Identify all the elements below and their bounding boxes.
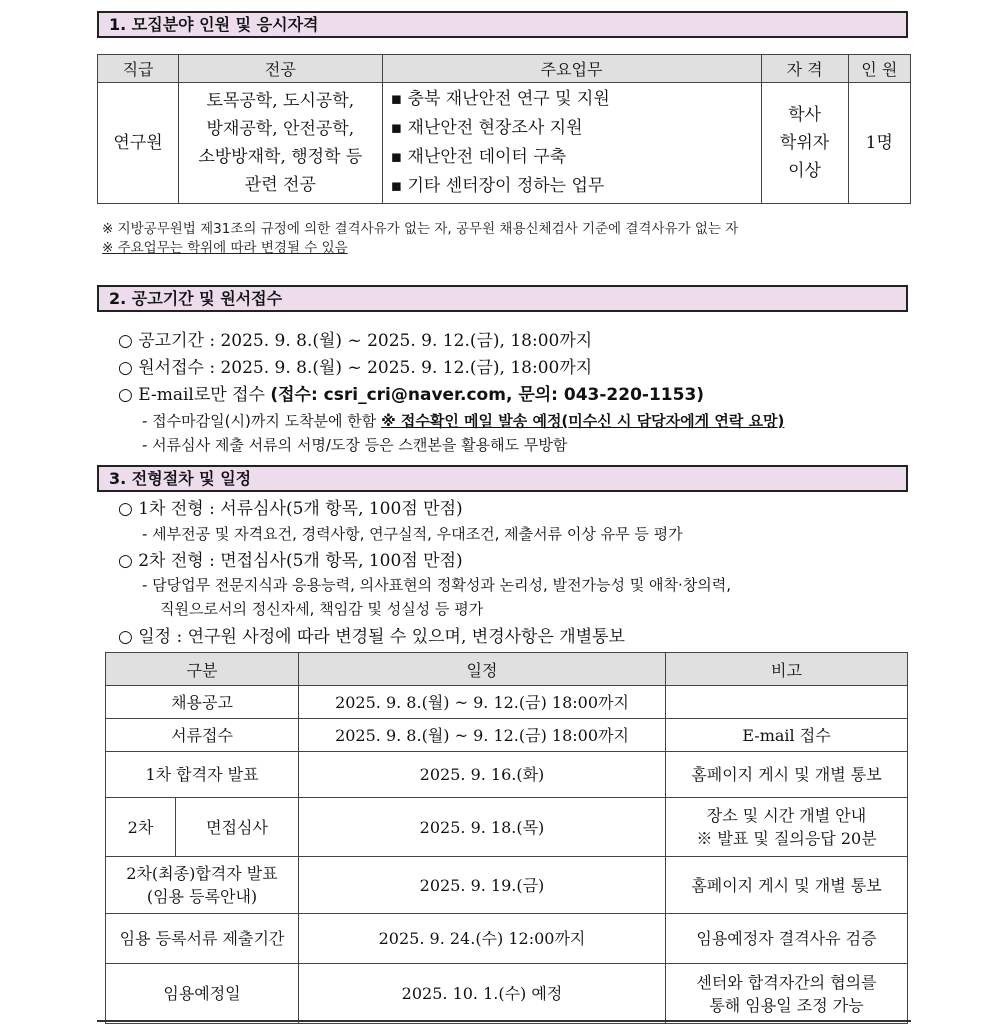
table-row xyxy=(106,686,908,719)
row-note xyxy=(666,798,908,857)
row-date: 2025. 9. 19.(금) xyxy=(299,857,666,914)
rank-cell: 연구원 xyxy=(98,83,179,204)
duty-item: ▪ 재난안전 현장조사 지원 xyxy=(390,118,583,138)
col-header-rank: 직급 xyxy=(98,55,179,83)
row-date: 2025. 10. 1.(수) 예정 xyxy=(299,964,666,1024)
col-header-remarks: 비고 xyxy=(666,653,908,686)
row-label: 임용 등록서류 제출기간 xyxy=(106,914,299,964)
row-date: 2025. 9. 8.(월) ~ 9. 12.(금) 18:00까지 xyxy=(299,719,666,752)
schedule-table xyxy=(105,652,908,1024)
bottom-rule xyxy=(97,1020,911,1022)
schedule-header-row xyxy=(106,653,908,686)
row-date: 2025. 9. 24.(수) 12:00까지 xyxy=(299,914,666,964)
qualification-line: 학사 xyxy=(788,105,821,125)
major-line: 관련 전공 xyxy=(244,175,316,195)
table-header-row xyxy=(98,55,911,83)
stage2-sub1: - 담당업무 전문지식과 응용능력, 의사표현의 정확성과 논리성, 발전가능성 및 애착·창의력, xyxy=(142,576,732,594)
table-row xyxy=(106,752,908,798)
row-label: 면접심사 xyxy=(176,798,299,857)
announcement-period: ○ 공고기간 : 2025. 9. 8.(월) ~ 2025. 9. 12.(금), 18:00까지 xyxy=(118,331,593,351)
duties-cell xyxy=(382,83,761,204)
table-row xyxy=(106,964,908,1024)
duty-item: ▪ 충북 재난안전 연구 및 지원 xyxy=(390,89,610,109)
row-label xyxy=(106,857,299,914)
row-date: 2025. 9. 8.(월) ~ 9. 12.(금) 18:00까지 xyxy=(299,686,666,719)
col-header-count: 인 원 xyxy=(848,55,910,83)
email-prefix: ○ E-mail로만 접수 xyxy=(118,385,271,405)
qualification-line: 학위자 xyxy=(779,133,830,153)
stage2-sub2: 직원으로서의 정신자세, 책임감 및 성실성 등 평가 xyxy=(160,600,484,618)
deadline-note xyxy=(142,410,784,431)
major-line: 방재공학, 안전공학, xyxy=(206,119,355,139)
application-period: ○ 원서접수 : 2025. 9. 8.(월) ~ 2025. 9. 12.(금), 18:00까지 xyxy=(118,358,593,378)
row-note-line: 통해 임용일 조정 가능 xyxy=(709,995,864,1015)
major-line: 토목공학, 도시공학, xyxy=(206,91,355,111)
row-label: 1차 합격자 발표 xyxy=(106,752,299,798)
row-date: 2025. 9. 16.(화) xyxy=(299,752,666,798)
major-cell xyxy=(179,83,382,204)
note-duties-change: ※ 주요업무는 학위에 따라 변경될 수 있음 xyxy=(102,240,348,256)
row-note: 임용예정자 결격사유 검증 xyxy=(666,914,908,964)
stage1-line: ○ 1차 전형 : 서류심사(5개 항목, 100점 만점) xyxy=(118,499,463,519)
col-header-qualification: 자 격 xyxy=(761,55,848,83)
col-header-major: 전공 xyxy=(179,55,382,83)
stage2-line: ○ 2차 전형 : 면접심사(5개 항목, 100점 만점) xyxy=(118,551,463,571)
col-header-schedule: 일정 xyxy=(299,653,666,686)
qualification-cell xyxy=(761,83,848,204)
schedule-note: ○ 일정 : 연구원 사정에 따라 변경될 수 있으며, 변경사항은 개별통보 xyxy=(118,627,625,647)
count-cell: 1명 xyxy=(848,83,910,204)
col-header-category: 구분 xyxy=(106,653,299,686)
row-note-line: 장소 및 시간 개별 안내 xyxy=(706,806,867,825)
row-note xyxy=(666,686,908,719)
email-application-line xyxy=(118,380,704,405)
row-note: 홈페이지 게시 및 개별 통보 xyxy=(666,752,908,798)
row-note: E-mail 접수 xyxy=(666,719,908,752)
table-row xyxy=(106,857,908,914)
scan-note: - 서류심사 제출 서류의 서명/도장 등은 스캔본을 활용해도 무방함 xyxy=(142,436,568,454)
row-label-line: (임용 등록안내) xyxy=(146,887,258,906)
deadline-prefix: - 접수마감일(시)까지 도착분에 한함 xyxy=(142,412,382,430)
col-header-duties: 주요업무 xyxy=(382,55,761,83)
table-row xyxy=(98,83,911,204)
duty-item: ▪ 기타 센터장이 정하는 업무 xyxy=(390,176,605,196)
row-label-line: 2차(최종)합격자 발표 xyxy=(126,864,278,883)
row-date: 2025. 9. 18.(목) xyxy=(299,798,666,857)
section3-title: 3. 전형절차 및 일정 xyxy=(97,465,908,492)
qualification-line: 이상 xyxy=(788,161,821,181)
duty-item: ▪ 재난안전 데이터 구축 xyxy=(390,147,567,167)
confirmation-mail-note: ※ 접수확인 메일 발송 예정(미수신 시 담당자에게 연락 요망) xyxy=(381,412,785,430)
section2-title: 2. 공고기간 및 원서접수 xyxy=(97,285,908,312)
row-label: 채용공고 xyxy=(106,686,299,719)
section1-title: 1. 모집분야 인원 및 응시자격 xyxy=(97,11,908,38)
row-note xyxy=(666,964,908,1024)
stage1-sub: - 세부전공 및 자격요건, 경력사항, 연구실적, 우대조건, 제출서류 이상 유무 등 평가 xyxy=(142,525,683,543)
table-row xyxy=(106,798,908,857)
row-label: 서류접수 xyxy=(106,719,299,752)
email-contact: (접수: csri_cri@naver.com, 문의: 043-220-1153) xyxy=(270,385,705,405)
major-line: 소방방재학, 행정학 등 xyxy=(198,147,363,167)
row-note-line: 센터와 합격자간의 협의를 xyxy=(696,972,877,992)
table-row xyxy=(106,914,908,964)
row-note-line: ※ 발표 및 질의응답 20분 xyxy=(696,829,877,848)
row-label: 임용예정일 xyxy=(106,964,299,1024)
row-note: 홈페이지 게시 및 개별 통보 xyxy=(666,857,908,914)
table-row xyxy=(106,719,908,752)
note-disqualification: ※ 지방공무원법 제31조의 규정에 의한 결격사유가 없는 자, 공무원 채용신체검사 기준에 결격사유가 없는 자 xyxy=(102,221,739,237)
row-label-stage: 2차 xyxy=(106,798,176,857)
recruitment-table xyxy=(97,54,911,204)
